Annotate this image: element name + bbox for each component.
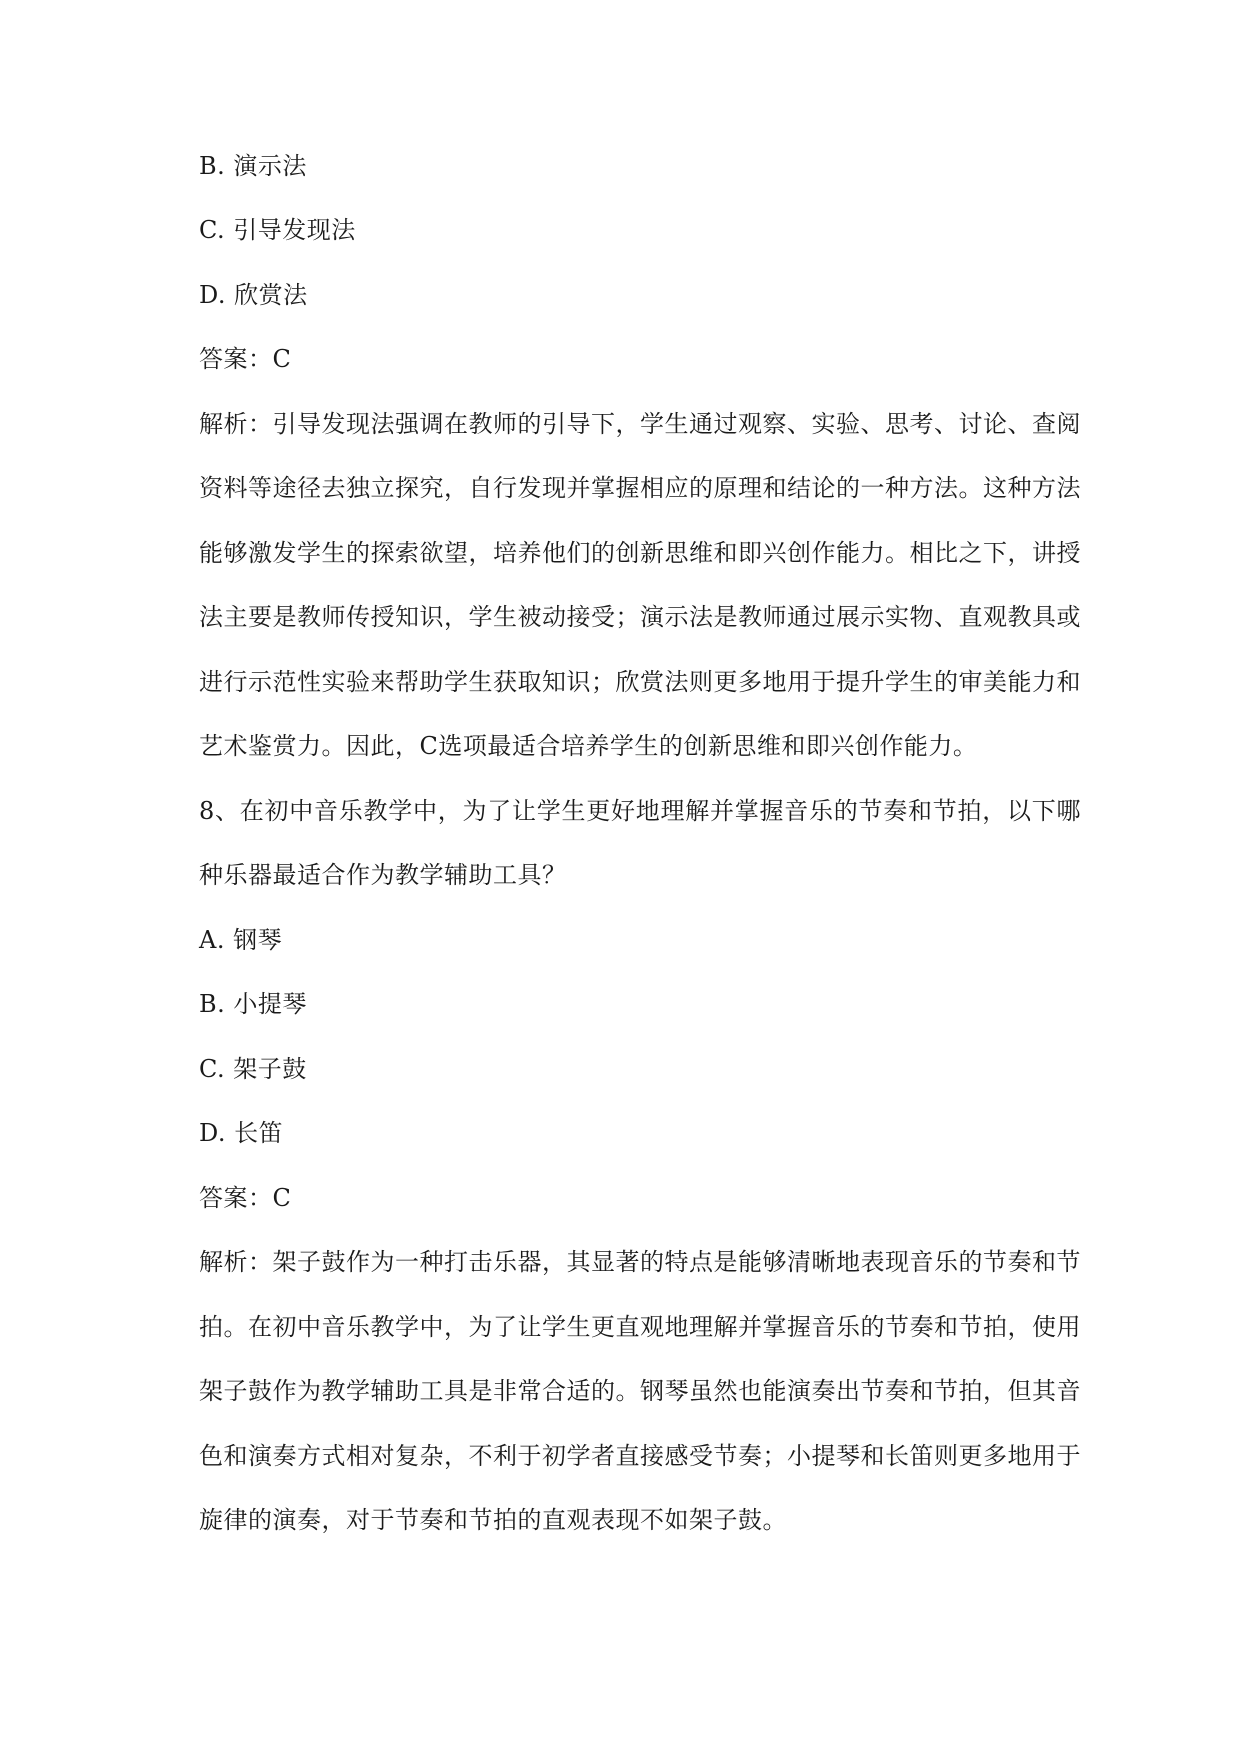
q7-analysis-line: 进行示范性实验来帮助学生获取知识；欣赏法则更多地用于提升学生的审美能力和 bbox=[199, 668, 1081, 696]
q7-analysis-line: 能够激发学生的探索欲望，培养他们的创新思维和即兴创作能力。相比之下，讲授 bbox=[199, 539, 1081, 567]
q7-analysis-line: 解析：引导发现法强调在教师的引导下，学生通过观察、实验、思考、讨论、查阅 bbox=[199, 410, 1081, 438]
q7-answer: 答案：C bbox=[199, 345, 292, 373]
q8-question-line: 8、在初中音乐教学中，为了让学生更好地理解并掌握音乐的节奏和节拍，以下哪 bbox=[199, 797, 1081, 825]
q8-option-c: C. 架子鼓 bbox=[199, 1055, 307, 1083]
q8-analysis-line: 色和演奏方式相对复杂，不利于初学者直接感受节奏；小提琴和长笛则更多地用于 bbox=[199, 1442, 1081, 1470]
q8-analysis-line: 解析：架子鼓作为一种打击乐器，其显著的特点是能够清晰地表现音乐的节奏和节 bbox=[199, 1248, 1081, 1276]
q8-analysis-line: 旋律的演奏，对于节奏和节拍的直观表现不如架子鼓。 bbox=[199, 1506, 787, 1534]
q7-analysis-line: 艺术鉴赏力。因此，C选项最适合培养学生的创新思维和即兴创作能力。 bbox=[199, 732, 978, 760]
q8-analysis-line: 架子鼓作为教学辅助工具是非常合适的。钢琴虽然也能演奏出节奏和节拍，但其音 bbox=[199, 1377, 1081, 1405]
q8-answer: 答案：C bbox=[199, 1184, 292, 1212]
q7-analysis-line: 资料等途径去独立探究，自行发现并掌握相应的原理和结论的一种方法。这种方法 bbox=[199, 474, 1081, 502]
q7-option-b: B. 演示法 bbox=[199, 152, 307, 180]
q8-option-d: D. 长笛 bbox=[199, 1119, 284, 1147]
q8-question-line: 种乐器最适合作为教学辅助工具？ bbox=[199, 861, 567, 889]
q7-option-c: C. 引导发现法 bbox=[199, 216, 356, 244]
q8-option-a: A. 钢琴 bbox=[199, 926, 283, 954]
q7-option-d: D. 欣赏法 bbox=[199, 281, 308, 309]
q7-analysis-line: 法主要是教师传授知识，学生被动接受；演示法是教师通过展示实物、直观教具或 bbox=[199, 603, 1081, 631]
q8-analysis-line: 拍。在初中音乐教学中，为了让学生更直观地理解并掌握音乐的节奏和节拍，使用 bbox=[199, 1313, 1081, 1341]
q8-option-b: B. 小提琴 bbox=[199, 990, 307, 1018]
